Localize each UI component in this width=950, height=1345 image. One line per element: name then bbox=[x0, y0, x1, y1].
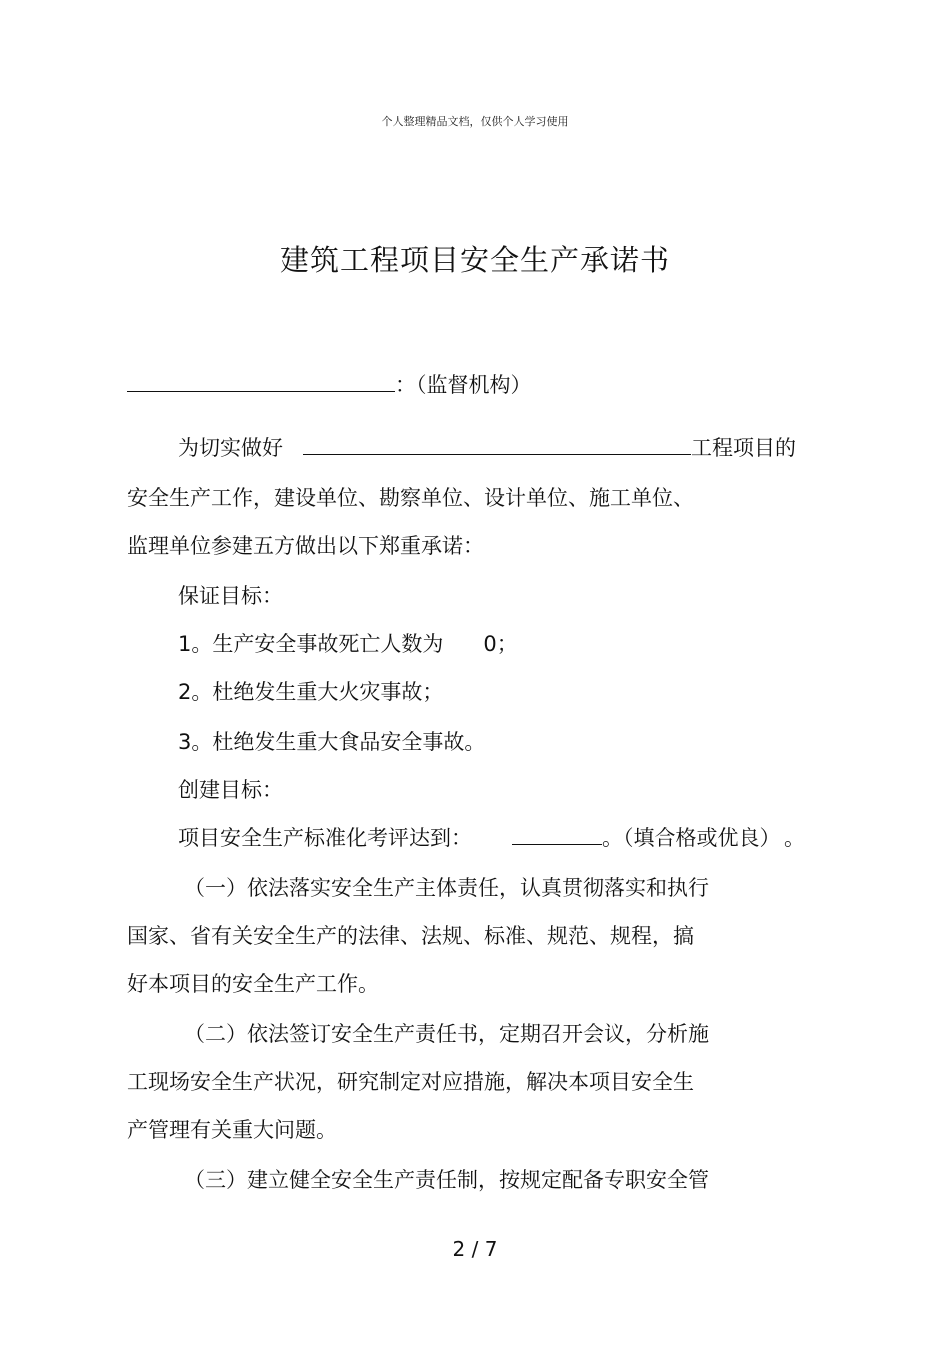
creation-end: 。 bbox=[784, 826, 805, 850]
intro-suffix: 工程项目的 bbox=[691, 436, 796, 460]
addressee-label: ：（监督机构） bbox=[395, 373, 532, 397]
clause-1-line-2: 国家、省有关安全生产的法律、法规、标准、规范、规程，搞 bbox=[127, 924, 694, 948]
creation-line bbox=[178, 822, 805, 852]
addressee-blank[interactable] bbox=[127, 369, 395, 392]
page-number: 2 / 7 bbox=[452, 1237, 498, 1261]
intro-line-1 bbox=[178, 432, 796, 462]
clause-2-line-2: 工现场安全生产状况，研究制定对应措施，解决本项目安全生 bbox=[127, 1070, 694, 1094]
clause-2-line-3: 产管理有关重大问题。 bbox=[127, 1118, 337, 1142]
creation-heading: 创建目标： bbox=[178, 778, 283, 802]
guarantee-item-1 bbox=[178, 628, 518, 658]
rating-blank[interactable] bbox=[512, 822, 602, 845]
guarantee-item-1-text: 1。生产安全事故死亡人数为 bbox=[178, 632, 444, 656]
project-name-blank[interactable] bbox=[303, 432, 691, 455]
creation-suffix: 。（填合格或优良） bbox=[602, 826, 770, 850]
intro-line-2: 安全生产工作，建设单位、勘察单位、设计单位、施工单位、 bbox=[127, 486, 694, 510]
clause-1-line-3: 好本项目的安全生产工作。 bbox=[127, 972, 379, 996]
guarantee-item-3: 3。杜绝发生重大食品安全事故。 bbox=[178, 730, 486, 754]
addressee-line bbox=[127, 369, 532, 399]
guarantee-heading: 保证目标： bbox=[178, 584, 283, 608]
creation-prefix: 项目安全生产标准化考评达到： bbox=[178, 826, 472, 850]
clause-1-line-1: （一）依法落实安全生产主体责任，认真贯彻落实和执行 bbox=[184, 876, 709, 900]
clause-3-line-1: （三）建立健全安全生产责任制，按规定配备专职安全管 bbox=[184, 1168, 709, 1192]
header-note: 个人整理精品文档，仅供个人学习使用 bbox=[381, 115, 569, 128]
intro-line-3: 监理单位参建五方做出以下郑重承诺： bbox=[127, 534, 484, 558]
guarantee-item-2: 2。杜绝发生重大火灾事故； bbox=[178, 680, 444, 704]
document-title: 建筑工程项目安全生产承诺书 bbox=[279, 243, 670, 277]
intro-prefix: 为切实做好 bbox=[178, 436, 283, 460]
guarantee-item-1-value: 0； bbox=[483, 632, 518, 656]
clause-2-line-1: （二）依法签订安全生产责任书，定期召开会议，分析施 bbox=[184, 1022, 709, 1046]
